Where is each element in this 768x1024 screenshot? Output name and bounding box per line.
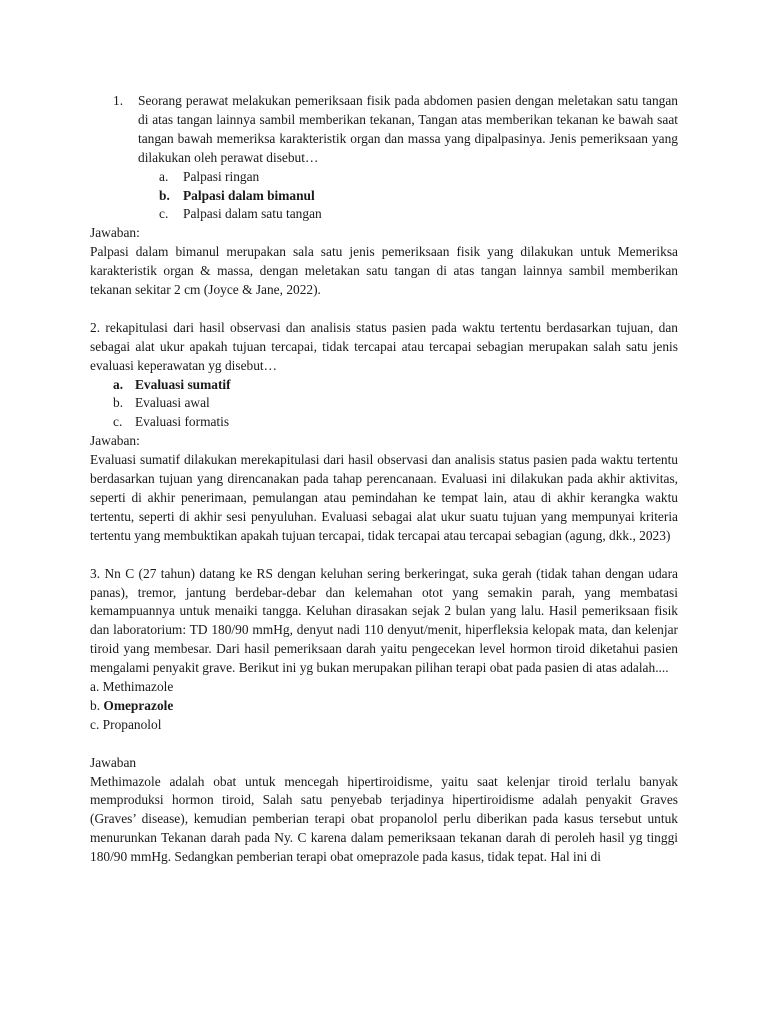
option-text: Evaluasi sumatif bbox=[135, 376, 231, 392]
option-text: Palpasi dalam satu tangan bbox=[183, 206, 322, 222]
option-text: Palpasi dalam bimanul bbox=[183, 187, 315, 203]
option-text: Evaluasi awal bbox=[135, 395, 210, 411]
option-letter: c. bbox=[113, 414, 123, 430]
question-3-option-a bbox=[90, 678, 678, 697]
question-1-options bbox=[159, 168, 678, 225]
question-3-answer: Methimazole adalah obat untuk mencegah hipertiroidisme, yaitu saat kelenjar tiroid terlalu banyak memproduksi hormon tiroid, Salah satu penyebab terjadinya hipertiroidisme adalah penyakit Graves (Graves’ disease), kemudian pemberian terapi obat propanolol perlu diberikan pada kasus tersebut untuk menurunkan Tekanan darah pada Ny. C karena dalam pemeriksaan tekanan darah di peroleh hasil yg tinggi 180/90 mmHg. Sedangkan pemberian terapi obat omeprazole pada kasus, tidak tepat. Hal ini di bbox=[90, 773, 678, 865]
option-letter: b. bbox=[90, 697, 101, 713]
question-3-option-b bbox=[90, 697, 678, 716]
question-2-options bbox=[113, 376, 678, 433]
spacer bbox=[90, 735, 678, 754]
option-letter: b. bbox=[159, 187, 170, 203]
question-2-option-c bbox=[113, 413, 678, 432]
question-1-answer: Palpasi dalam bimanul merupakan sala satu jenis pemeriksaan fisik yang dilakukan untuk Memeriksa karakteristik organ & massa, dengan meletakan satu tangan di atas tangan lainnya sambil memberikan tekanan sekitar 2 cm (Joyce & Jane, 2022). bbox=[90, 244, 678, 298]
question-1 bbox=[113, 92, 678, 168]
question-1-answer-label: Jawaban: bbox=[90, 225, 140, 241]
question-2-option-a bbox=[113, 376, 678, 395]
question-1-option-b bbox=[159, 187, 678, 206]
option-text: Propanolol bbox=[102, 716, 162, 732]
question-2-answer: Evaluasi sumatif dilakukan merekapitulasi dari hasil observasi dan analisis status pasien pada waktu tertentu berdasarkan tujuan yang direncanakan pada tahap perencanaan. Evaluasi ini dilakukan pada akhir aktivitas, seperti di akhir penerimaan, pemulangan atau pemindahan ke tempat lain, atau di akhir kerangka waktu tertentu, seperti di akhir sesi penyuluhan. Evaluasi sebagai alat ukur suatu tujuan yang mempunyai kriteria tertentu yang membuktikan apakah tujuan tercapai, tidak tercapai atau tercapai sebagian (agung, dkk., 2023) bbox=[90, 452, 678, 543]
spacer bbox=[90, 546, 678, 565]
option-text: Evaluasi formatis bbox=[135, 414, 230, 430]
question-3-text: 3. Nn C (27 tahun) datang ke RS dengan keluhan sering berkeringat, suka gerah (tidak tahan dengan udara panas), tremor, jantung berdebar-debar dan kelemahan otot yang semakin parah, yang membatasi kemampuannya untuk menaiki tangga. Keluhan dirasakan sejak 2 bulan yang lalu. Hasil pemeriksaan fisik dan laboratorium: TD 180/90 mmHg, denyut nadi 110 denyut/menit, hiperfleksia kelopak mata, dan kelenjar tiroid yang membesar. Dari hasil pemeriksaan darah yaitu pengecekan level hormon tiroid diketahui pasien mengalami penyakit grave. Berikut ini yg bukan merupakan pilihan terapi obat pada pasien di atas adalah.... bbox=[90, 565, 678, 676]
question-2-text: 2. rekapitulasi dari hasil observasi dan analisis status pasien pada waktu tertentu berdasarkan tujuan, dan sebagai alat ukur apakah tujuan tercapai, tidak tercapai atau tercapai sebagian merupakan salah satu jenis evaluasi keperawatan yg disebut… bbox=[90, 319, 678, 373]
question-1-option-c bbox=[159, 205, 678, 224]
option-letter: c. bbox=[90, 716, 100, 732]
option-text: Omeprazole bbox=[103, 697, 174, 713]
question-1-option-a bbox=[159, 168, 678, 187]
option-text: Methimazole bbox=[102, 679, 174, 695]
option-letter: a. bbox=[113, 376, 124, 392]
option-letter: a. bbox=[159, 168, 169, 184]
option-letter: a. bbox=[90, 679, 100, 695]
question-1-number: 1. bbox=[113, 93, 124, 108]
option-letter: c. bbox=[159, 206, 169, 222]
question-1-text: Seorang perawat melakukan pemeriksaan fisik pada abdomen pasien dengan meletakan satu tangan di atas tangan lainnya sambil memberikan tekanan, Tangan atas memberikan tekanan ke bawah saat tangan bawah memeriksa karakteristik organ dan massa yang dipalpasinya. Jenis pemeriksaan yang dilakukan oleh perawat disebut… bbox=[138, 93, 678, 165]
option-letter: b. bbox=[113, 395, 124, 411]
option-text: Palpasi ringan bbox=[183, 168, 260, 184]
spacer bbox=[90, 300, 678, 319]
question-2-answer-label: Jawaban: bbox=[90, 433, 140, 449]
question-3-answer-label: Jawaban bbox=[90, 754, 137, 770]
question-2-option-b bbox=[113, 394, 678, 413]
question-3-option-c bbox=[90, 716, 678, 735]
